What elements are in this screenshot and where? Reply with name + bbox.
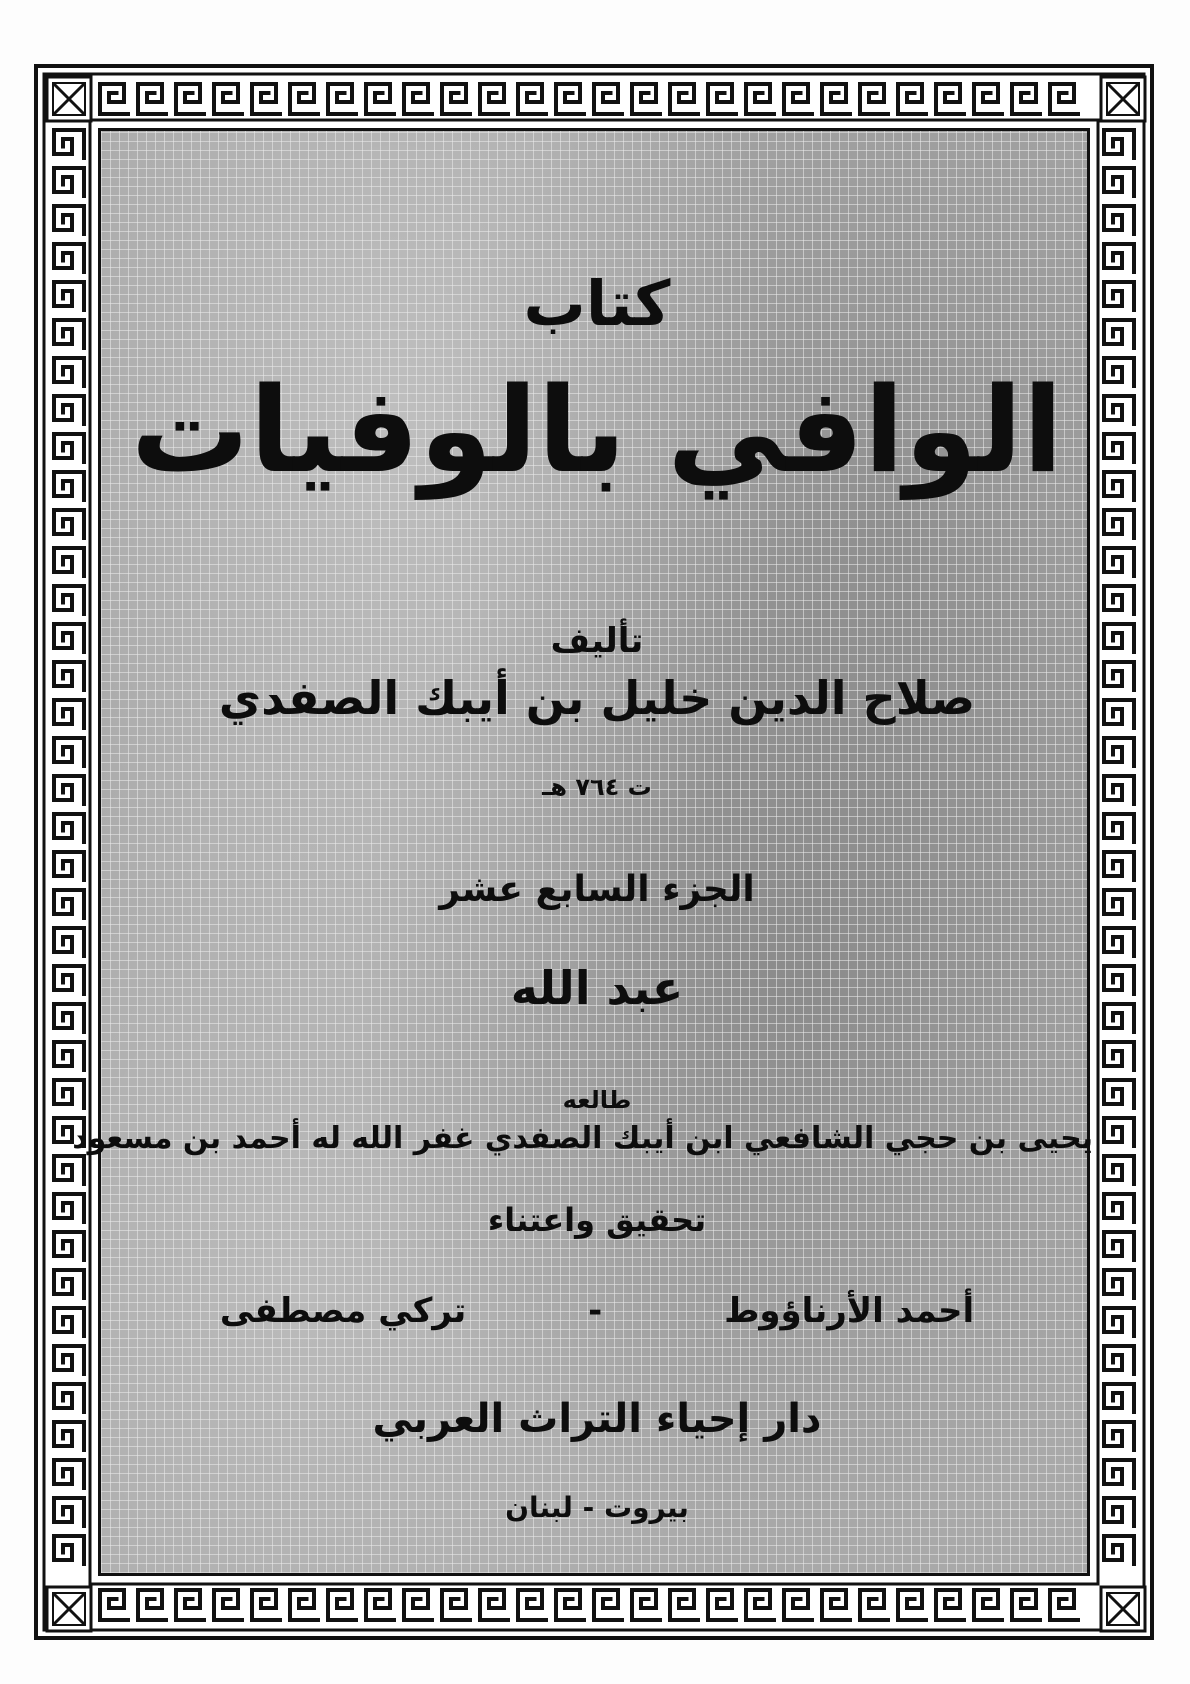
editor-separator: - — [588, 1291, 603, 1331]
author-death-year: ت ٧٦٤ هـ — [542, 773, 652, 801]
editing-label: تحقيق واعتناء — [487, 1201, 707, 1239]
author-name: صلاح الدين خليل بن أيبك الصفدي — [218, 671, 976, 725]
cover-content — [72, 131, 1093, 1579]
book-label: كتاب — [523, 267, 671, 340]
names-range: يحيى بن حجي الشافعي ابن أيبك الصفدي غفر الله له أحمد بن مسعود — [72, 1121, 1093, 1156]
publisher-city: بيروت - لبنان — [505, 1491, 689, 1524]
book-title: الوافي بالوفيات — [130, 361, 1064, 499]
editor-1: أحمد الأرناؤوط — [724, 1291, 975, 1331]
section-name: عبد الله — [510, 961, 684, 1015]
textured-panel — [72, 128, 1093, 1576]
authorship-label: تأليف — [550, 621, 644, 661]
editor-2: تركي مصطفى — [219, 1291, 467, 1331]
taliah-label: طالعه — [562, 1086, 632, 1114]
cover-frame — [34, 64, 1154, 1640]
publisher: دار إحياء التراث العربي — [372, 1396, 822, 1442]
editors — [101, 1291, 1093, 1331]
volume-number: الجزء السابع عشر — [439, 869, 755, 910]
